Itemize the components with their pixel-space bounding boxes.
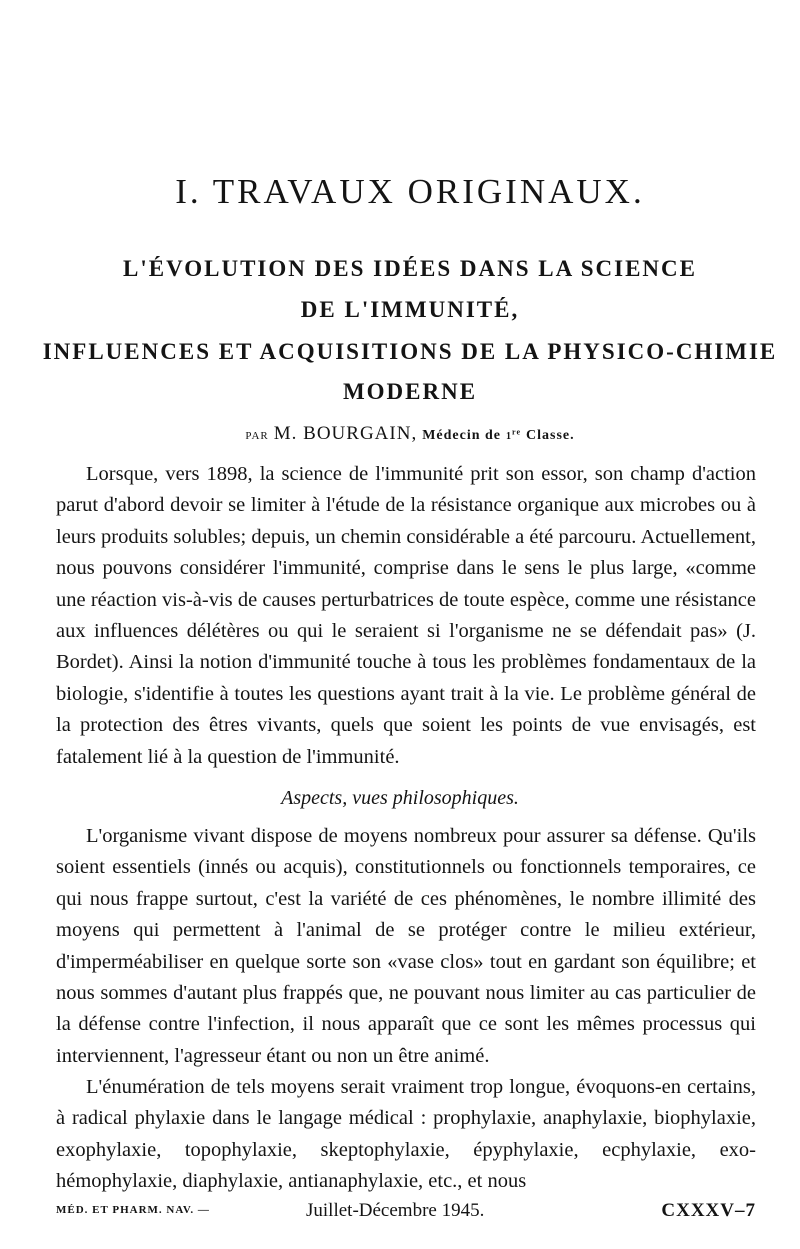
byline-class: Classe. bbox=[526, 428, 575, 443]
paragraph-1: Lorsque, vers 1898, la science de l'immunité prit son essor, son champ d'action parut d'abord devoir se limiter à l'étude de la résistance organique aux microbes ou à leurs produits solubles; depuis, un chemin considérable a été parcouru. Actuellement, nous pouvons considérer l'immunité, comprise dans le sens le plus large, «comme une réaction vis-à-vis de causes perturbatrices de toute espèce, comme une résistance aux influences délétères ou qui le seraient si l'organisme ne se défendait pas» (J. Bordet). Ainsi la notion d'immunité touche à tous les problèmes fondamentaux de la biologie, s'identifie à toutes les questions ayant trait à la vie. Le problème général de la protection des êtres vivants, quels que soient les points de vue envisagés, est fatalement lié à la question de l'immunité. bbox=[56, 463, 756, 768]
article-title-line-4: MODERNE bbox=[342, 379, 478, 404]
footer-signature: CXXXV–7 bbox=[661, 1200, 756, 1221]
byline-rank-suffix: re bbox=[512, 427, 521, 437]
article-title-line-3: INFLUENCES ET ACQUISITIONS DE LA PHYSICO-CHIMIE bbox=[42, 339, 778, 364]
page-footer bbox=[56, 1200, 756, 1230]
byline-rank bbox=[506, 427, 521, 442]
paragraph-3: L'énumération de tels moyens serait vraiment trop longue, évoquons-en certains, à radical phylaxie dans le langage médical : prophylaxie, anaphylaxie, biophylaxie, exophylaxie, topophylaxie, skeptophylaxie, épyphylaxie, ecphylaxie, exo-hémophylaxie, diaphylaxie, antianaphylaxie, etc., et nous bbox=[56, 1076, 756, 1193]
section-title: I. TRAVAUX ORIGINAUX. bbox=[175, 172, 645, 211]
byline-rank-number: 1 bbox=[506, 431, 513, 442]
footer-date: Juillet-Décembre 1945. bbox=[306, 1200, 485, 1221]
article-title-line-1: L'ÉVOLUTION DES IDÉES DANS LA SCIENCE bbox=[123, 256, 697, 281]
article-title-line-2: DE L'IMMUNITÉ, bbox=[300, 297, 520, 322]
byline bbox=[40, 423, 780, 445]
subheading: Aspects, vues philosophiques. bbox=[281, 787, 519, 809]
footer-journal: MÉD. ET PHARM. NAV. — bbox=[56, 1204, 210, 1216]
byline-role: Médecin de bbox=[422, 428, 502, 443]
paragraph-2: L'organisme vivant dispose de moyens nombreux pour assurer sa défense. Qu'ils soient essentiels (innés ou acquis), constitutionnels ou fonctionnels temporaires, ce qui nous frappe surtout, c'est la variété de ces phénomènes, le nombre illimité des moyens qui permettent à l'animal de se protéger contre le milieu extérieur, d'imperméabiliser en quelque sorte son «vase clos» tout en gardant son équilibre; et nous sommes d'autant plus frappés que, ne pouvant nous limiter au cas particulier de la défense contre l'infection, il nous apparaît que ce sont les mêmes processus qui interviennent, l'agresseur étant ou non un être animé. bbox=[56, 825, 756, 1067]
byline-par: PAR bbox=[245, 430, 269, 442]
byline-author: M. BOURGAIN, bbox=[273, 423, 418, 444]
